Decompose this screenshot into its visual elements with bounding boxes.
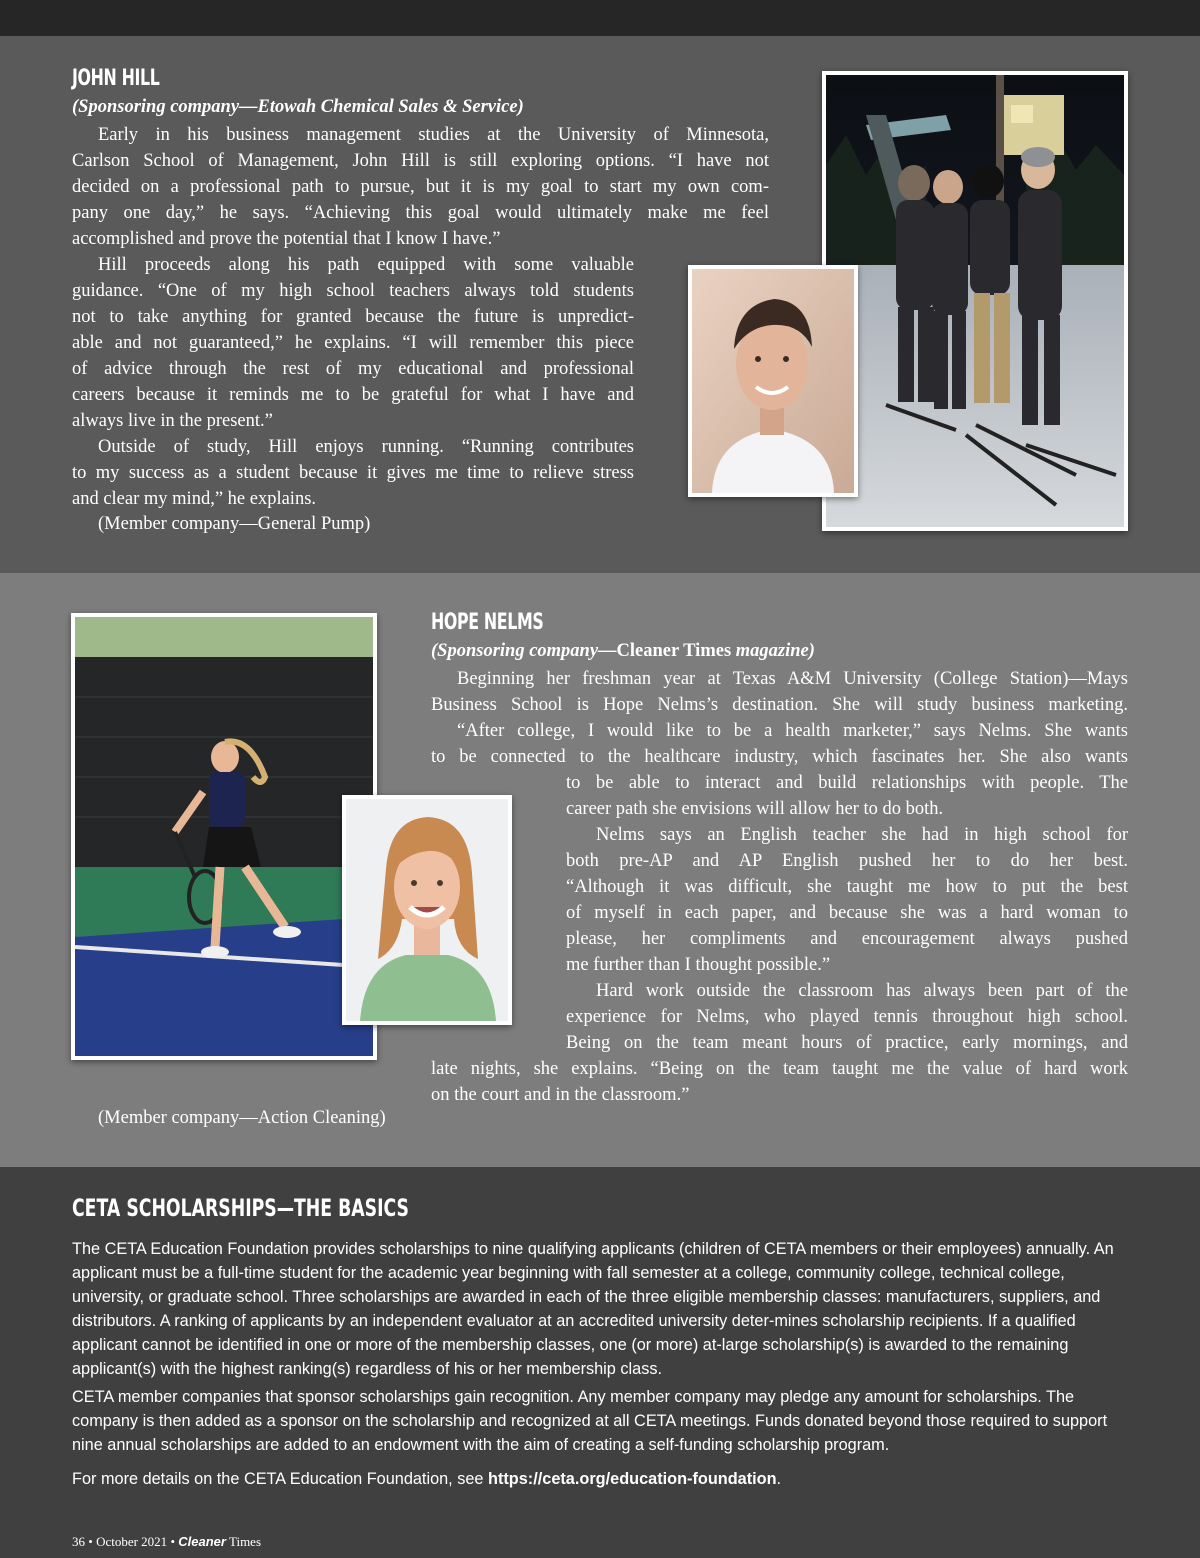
text-line: on the court and in the classroom.” (431, 1085, 690, 1105)
footer-separator: • (167, 1534, 179, 1549)
john-hill-sponsor: (Sponsoring company—Etowah Chemical Sales & Service) (72, 97, 524, 117)
ski-group-photo (822, 71, 1128, 531)
magazine-name-b: Times (225, 1534, 262, 1549)
text-line: to be connected to the healthcare industry, which fascinates her. She also wants (431, 747, 1128, 767)
portrait-illustration (346, 799, 508, 1021)
text-line: Outside of study, Hill enjoys running. “Running contributes (98, 437, 634, 457)
text-line: careers because it reminds me to be grateful for what I have and (72, 385, 634, 405)
text-line: accomplished and prove the potential that I know I have.” (72, 229, 501, 249)
hope-nelms-member: (Member company—Action Cleaning) (98, 1108, 386, 1128)
text-line: Beginning her freshman year at Texas A&M University (College Station)—Mays (457, 669, 1128, 689)
page-footer (72, 1534, 261, 1550)
details-text: For more details on the CETA Education Foundation, see (72, 1470, 489, 1488)
text-line: to be able to interact and build relationships with people. The (566, 773, 1128, 793)
text-line: “Although it was difficult, she taught me how to put the best (566, 877, 1128, 897)
hope-nelms-headshot (342, 795, 512, 1025)
footer-separator: • (85, 1534, 97, 1549)
text-line: Carlson School of Management, John Hill is still exploring options. “I have not (72, 151, 769, 171)
text-line: and clear my mind,” he explains. (72, 489, 317, 509)
text-line: late nights, she explains. “Being on the team taught me the value of hard work (431, 1059, 1128, 1079)
text-line: both pre-AP and AP English pushed her to do her best. (566, 851, 1128, 871)
text-line: experience for Nelms, who played tennis throughout high school. (566, 1007, 1128, 1027)
tennis-illustration (75, 617, 373, 1056)
basics-paragraph-1: The CETA Education Foundation provides scholarships to nine qualifying applicants (children of CETA members or their employees) annually. An applicant must be a full-time student for the academic year beginning with fall semester at a college, community college, technical college, university, or graduate school. Three scholarships are awarded in each of the three eligible membership classes: manufacturers, suppliers, and distributors. A ranking of applicants by an independent evaluator at an accredited university deter-mines scholarship recipients. If a qualified applicant cannot be identified in one or more of the membership classes, one (or more) at-large scholarship(s) is awarded to the remaining applicant(s) with the highest ranking(s) regardless of his or her membership class. (72, 1240, 1114, 1378)
education-foundation-link[interactable]: https://ceta.org/education-foundation (488, 1470, 777, 1488)
hope-nelms-name: HOPE NELMS (431, 610, 544, 635)
portrait-illustration (692, 269, 854, 493)
text-line: decided on a professional path to pursue, but it is my goal to start my own com- (72, 177, 769, 197)
text-line: Being on the team meant hours of practice, early mornings, and (566, 1033, 1128, 1053)
text-line: Early in his business management studies at the University of Minnesota, (98, 125, 769, 145)
tennis-photo (71, 613, 377, 1060)
sponsor-suffix: magazine) (731, 641, 815, 661)
ski-group-illustration (826, 75, 1124, 527)
magazine-name-a: Cleaner (178, 1534, 226, 1549)
text-line: Hill proceeds along his path equipped with some valuable (98, 255, 634, 275)
text-line: career path she envisions will allow her to do both. (566, 799, 944, 819)
text-line: able and not guaranteed,” he explains. “I will remember this piece (72, 333, 634, 353)
sponsor-prefix: (Sponsoring company— (431, 641, 617, 661)
text-line: of myself in each paper, and because she was a hard woman to (566, 903, 1128, 923)
issue-date: October 2021 (96, 1534, 168, 1549)
text-line: to my success as a student because it gives me time to relieve stress (72, 463, 634, 483)
text-line: please, her compliments and encouragement always pushed (566, 929, 1128, 949)
text-line: Business School is Hope Nelms’s destination. She will study business marketing. (431, 695, 1128, 715)
text-line: Hard work outside the classroom has always been part of the (596, 981, 1128, 1001)
top-bar (0, 0, 1200, 36)
text-line: Nelms says an English teacher she had in high school for (596, 825, 1128, 845)
text-line: not to take anything for granted because the future is unpredict- (72, 307, 634, 327)
text-line: guidance. “One of my high school teachers always told students (72, 281, 634, 301)
john-hill-member: (Member company—General Pump) (98, 514, 371, 534)
text-line: “After college, I would like to be a health marketer,” says Nelms. She wants (457, 721, 1128, 741)
john-hill-name: JOHN HILL (72, 66, 160, 91)
details-period: . (776, 1470, 782, 1488)
text-line: me further than I thought possible.” (566, 955, 831, 975)
page-number: 36 (72, 1534, 85, 1549)
text-line: of advice through the rest of my educational and professional (72, 359, 634, 379)
basics-paragraph-2: CETA member companies that sponsor scholarships gain recognition. Any member company may pledge any amount for scholarships. The company is then added as a sponsor on the scholarship and recognized at all CETA meetings. Funds donated beyond those required to support nine annual scholarships are added to an endowment with the aim of creating a self-funding scholarship program. (72, 1388, 1108, 1454)
hope-nelms-sponsor (431, 641, 815, 662)
sponsor-magazine: Cleaner Times (616, 641, 732, 661)
john-hill-headshot (688, 265, 858, 497)
basics-paragraph-3 (72, 1467, 1128, 1491)
basics-title: CETA SCHOLARSHIPS—THE BASICS (72, 1194, 409, 1222)
text-line: pany one day,” he says. “Achieving this goal would ultimately make me feel (72, 203, 769, 223)
text-line: always live in the present.” (72, 411, 273, 431)
